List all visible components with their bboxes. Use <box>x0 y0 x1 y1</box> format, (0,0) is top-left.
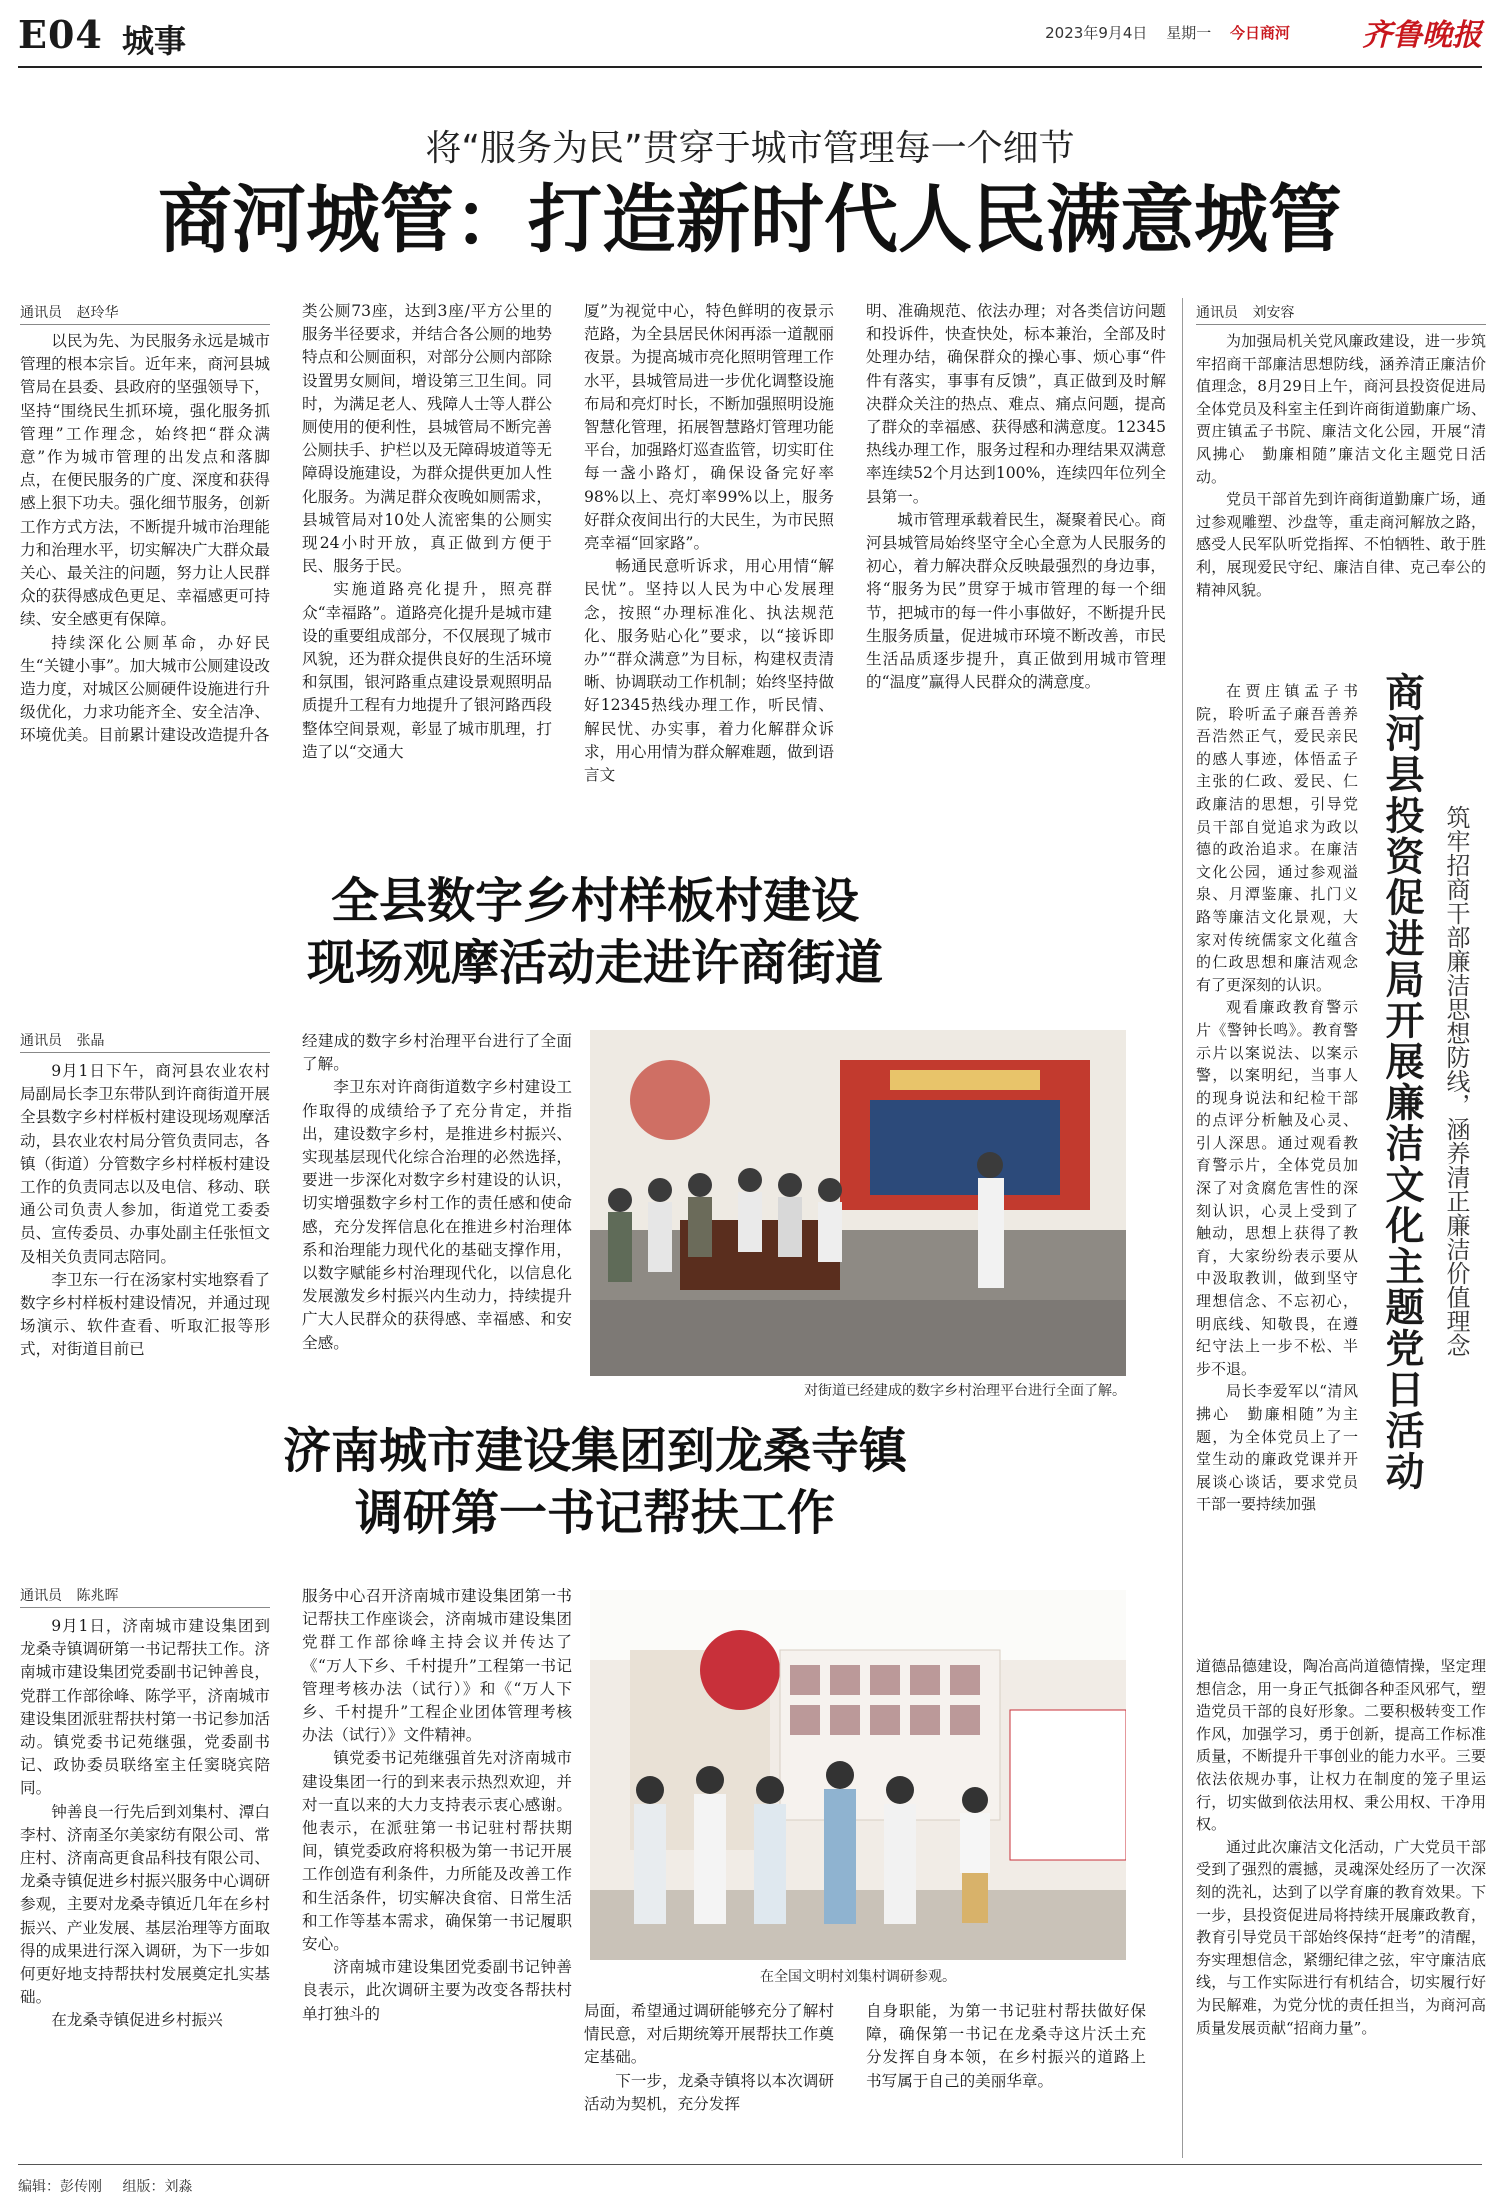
jinan-column-2 <box>302 1585 572 2155</box>
jinan-headline-line-1: 济南城市建设集团到龙桑寺镇 <box>282 1423 907 1479</box>
clean-byline <box>1196 302 1486 325</box>
paragraph: 局面，希望通过调研能够充分了解村情民意，对后期统筹开展帮扶工作奠定基础。 <box>584 2002 834 2067</box>
jinan-byline <box>20 1585 270 1608</box>
jinan-column-4 <box>866 2000 1146 2155</box>
clean-headline-vertical: 商河县投资促进局开展廉洁文化主题党日活动 <box>1379 672 1425 1492</box>
dateline <box>1045 22 1290 43</box>
byline-label: 通讯员 <box>20 305 62 321</box>
paragraph: 以民为先、为民服务永远是城市管理的根本宗旨。近年来，商河县城管局在县委、县政府的坚强领导下，坚持“围绕民生抓环境，强化服务抓管理”工作理念，始终把“群众满意”作为城市管理的出发点和落脚点，在便民服务的广度、深度和获得感上狠下功夫。强化细节服务，创新工作方式方法，不断提升城市治理能力和治理水平，切实解决广大群众最关心、最关注的问题，努力让人民群众的获得感成色更足、幸福感更可持续、安全感更有保障。 <box>20 332 270 629</box>
paragraph: 下一步，龙桑寺镇将以本次调研活动为契机，充分发挥 <box>584 2071 834 2113</box>
paragraph: 在贾庄镇孟子书院，聆听孟子亷吾善养吾浩然正气，爱民亲民的感人事迹，体悟孟子主张的仁政、爱民、仁政廉洁的思想，引导党员干部自觉追求为政以德的政治追求。在廉洁文化公园，通过参观溢泉、月潭鉴廉、扎门义路等廉洁文化景观，大家对传统儒家文化蕴含的仁政思想和廉洁观念有了更深刻的认识。 <box>1196 682 1358 994</box>
clean-subtitle-vertical: 筑牢招商干部廉洁思想防线，涵养清正廉洁价值理念 <box>1442 805 1470 1357</box>
byline-name: 陈兆晖 <box>76 1588 119 1604</box>
paragraph: 持续深化公厕革命，办好民生“关键小事”。加大城市公厕建设改造力度，对城区公厕硬件设施进行升级优化，力求功能齐全、安全洁净、环境优美。目前累计建设改造提升各 <box>20 633 270 745</box>
jinan-photo <box>590 1590 1126 1960</box>
date: 2023年9月4日 <box>1045 24 1148 42</box>
byline-name: 张晶 <box>76 1033 105 1049</box>
lead-byline <box>20 302 270 325</box>
paragraph: 9月1日下午，商河县农业农村局副局长李卫东带队到许商街道开展全县数字乡村样板村建设现场观摩活动，县农业农村局分管负责同志，各镇（街道）分管数字乡村样板村建设工作的负责同志以及电信、移动、联通公司负责人参加，街道党工委委员、宣传委员、办事处副主任张恒文及相关负责同志陪同。 <box>20 1062 270 1266</box>
paragraph: 服务中心召开济南城市建设集团第一书记帮扶工作座谈会，济南城市建设集团党群工作部徐峰主持会议并传达了《“万人下乡、千村提升”工程第一书记管理考核办法（试行）》和《“万人下乡、千村提升”工程企业团体管理考核办法（试行）》文件精神。 <box>302 1587 572 1745</box>
byline-label: 通讯员 <box>20 1588 62 1604</box>
lead-column-4 <box>866 300 1166 848</box>
edition-name: 今日商河 <box>1229 24 1290 42</box>
paragraph: 镇党委书记苑继强首先对济南城市建设集团一行的到来表示热烈欢迎，并对一直以来的大力支持表示衷心感谢。他表示，在派驻第一书记驻村帮扶期间，镇党委政府将积极为第一书记开展工作创造有利条件，力所能及改善工作和生活条件，切实解决食宿、日常生活和工作等基本需求，确保第一书记履职安心。 <box>302 1749 572 1954</box>
paragraph: 李卫东对许商街道数字乡村建设工作取得的成绩给予了充分肯定，并指出，建设数字乡村，是推进乡村振兴、实现基层现代化综合治理的必然选择，要进一步深化对数字乡村建设的认识，切实增强数字乡村工作的责任感和使命感，充分发挥信息化在推进乡村治理体系和治理能力现代化的基础支撑作用，以数字赋能乡村治理现代化，以信息化发展激发乡村振兴内生动力，持续提升广大人民群众的获得感、幸福感、和安全感。 <box>302 1078 572 1352</box>
village-headline-line-1: 全县数字乡村样板村建设 <box>330 873 859 929</box>
paragraph: 道德品德建设，陶冶高尚道德情操，坚定理想信念，用一身正气抵御各种歪风邪气，塑造党员干部的良好形象。二要积极转变工作作风，加强学习，勇于创新，提高工作标准质量，不断提升干事创业的能力水平。三要依法依规办事，让权力在制度的笼子里运行，切实做到依法用权、秉公用权、干净用权。 <box>1196 1657 1486 1834</box>
paragraph: 城市管理承载着民生，凝聚着民心。商河县城管局始终坚守全心全意为人民服务的初心，着力解决群众反映最强烈的身边事，将“服务为民”贯穿于城市管理的每一个细节，把城市的每一件小事做好，不断提升民生服务质量，促进城市环境不断改善，市民生活品质逐步提升，真正做到用城市管理的“温度”赢得人民群众的满意度。 <box>866 510 1166 692</box>
paragraph: 李卫东一行在汤家村实地察看了数字乡村样板村建设情况，并通过现场演示、软件查看、听取汇报等形式，对街道目前已 <box>20 1270 270 1359</box>
byline-label: 通讯员 <box>1196 305 1238 321</box>
layout-credit: 组版：刘淼 <box>122 2179 193 2195</box>
paragraph: 济南城市建设集团党委副书记钟善良表示，此次调研主要为改变各帮扶村单打独斗的 <box>302 1958 572 2023</box>
paragraph: 在龙桑寺镇促进乡村振兴 <box>51 2011 223 2030</box>
weekday: 星期一 <box>1166 24 1212 42</box>
section-name: 城事 <box>122 22 187 60</box>
jinan-column-3 <box>584 2000 834 2155</box>
clean-bottom-text <box>1196 1655 1486 2155</box>
jinan-headline <box>20 1420 1170 1544</box>
page-number: E04 <box>18 12 103 57</box>
lead-column-2 <box>302 300 552 848</box>
column-rule <box>1182 298 1183 2158</box>
village-headline-line-2: 现场观摩活动走进许商街道 <box>306 935 883 991</box>
paragraph: 通过此次廉洁文化活动，广大党员干部受到了强烈的震撼，灵魂深处经历了一次深刻的洗礼，达到了以学育廉的教育效果。下一步，县投资促进局将持续开展廉政教育，教育引导党员干部始终保持“赶考”的清醒，夯实理想信念，紧绷纪律之弦，牢守廉洁底线，与工作实际进行有机结合，切实履行好为民解难，为党分忧的责任担当，为商河高质量发展贡献“招商力量”。 <box>1196 1837 1486 2037</box>
village-column-2 <box>302 1030 572 1400</box>
jinan-headline-line-2: 调研第一书记帮扶工作 <box>354 1485 835 1541</box>
village-photo <box>590 1030 1126 1376</box>
village-column-1 <box>20 1060 270 1400</box>
byline-label: 通讯员 <box>20 1033 62 1049</box>
byline-name: 赵玲华 <box>76 305 119 321</box>
clean-top-text <box>1196 330 1486 675</box>
paragraph: 经建成的数字乡村治理平台进行了全面了解。 <box>302 1032 572 1074</box>
editor-credit: 编辑：彭传刚 <box>18 2179 102 2195</box>
village-byline <box>20 1030 270 1053</box>
paragraph: 类公厕73座，达到3座/平方公里的服务半径要求，并结合各公厕的地势特点和公厕面积，对部分公厕内部除设置男女厕间，增设第三卫生间。同时，为满足老人、残障人士等人群公厕使用的便利性，县城管局不断完善公厕扶手、护栏以及无障碍坡道等无障碍设施建设，为群众提供更加人性化服务。为满足群众夜晚如厕需求，县城管局对10处人流密集的公厕实现24小时开放，真正做到方便于民、服务于民。 <box>302 302 552 576</box>
paragraph: 自身职能，为第一书记驻村帮扶做好保障，确保第一书记在龙桑寺这片沃土充分发挥自身本领，在乡村振兴的道路上书写属于自己的美丽华章。 <box>866 2002 1146 2090</box>
paragraph: 明、准确规范、依法办理；对各类信访问题和投诉件，快查快处，标本兼治，全部及时处理办结，确保群众的操心事、烦心事“件件有落实，事事有反馈”，真正做到及时解决群众关注的热点、难点、痛点问题，提高了群众的幸福感、获得感和满意度。12345热线办理工作，服务过程和办理结果双满意率连续52个月达到100%，连续四年位列全县第一。 <box>866 302 1166 506</box>
clean-narrow-text <box>1196 680 1358 1650</box>
lead-kicker: 将“服务为民”贯穿于城市管理每一个细节 <box>425 128 1075 169</box>
paragraph: 党员干部首先到许商街道勤廉广场，通过参观雕塑、沙盘等，重走商河解放之路，感受人民军队听党指挥、不怕牺牲、敢于胜利，展现爱民守纪、廉洁自律、克己奉公的精神风貌。 <box>1196 490 1486 599</box>
lead-column-1 <box>20 330 270 850</box>
masthead-rule <box>18 66 1482 68</box>
paragraph: 观看廉政教育警示片《警钟长鸣》。教育警示片以案说法、以案示警，以案明纪，当事人的现身说法和纪检干部的点评分析触及心灵、引人深思。通过观看教育警示片，全体党员加深了对贪腐危害性的深刻认识，心灵上受到了触动，思想上获得了教育，大家纷纷表示要从中汲取教训，做到坚守理想信念、不忘初心，明底线、知敬畏，在遵纪守法上一步不松、半步不退。 <box>1196 998 1358 1378</box>
paragraph: 局长李爱军以“清风拂心 勤廉相随”为主题，为全体党员上了一堂生动的廉政党课并开展谈心谈话，要求党员干部一要持续加强 <box>1196 1382 1358 1514</box>
jinan-photo-caption: 在全国文明村刘集村调研参观。 <box>760 1969 956 1985</box>
paragraph: 9月1日，济南城市建设集团到龙桑寺镇调研第一书记帮扶工作。济南城市建设集团党委副书记钟善良，党群工作部徐峰、陈学平，济南城市建设集团派驻帮扶村第一书记参加活动。镇党委书记苑继强，党委副书记、政协委员联络室主任窦晓宾陪同。 <box>20 1617 270 1798</box>
village-photo-caption: 对街道已经建成的数字乡村治理平台进行全面了解。 <box>804 1383 1126 1399</box>
lead-headline: 商河城管：打造新时代人民满意城管 <box>158 177 1342 263</box>
jinan-column-1 <box>20 1615 270 2155</box>
paragraph: 畅通民意听诉求，用心用情“解民忧”。坚持以人民为中心发展理念，按照“办理标准化、执法规范化、服务贴心化”要求，以“接诉即办”“群众满意”为目标，构建权责清晰、协调联动工作机制；始终坚持做好12345热线办理工作，听民情、解民忧、办实事，着力化解群众诉求，用心用情为群众解难题，做到语言文 <box>584 557 834 785</box>
paragraph: 厦”为视觉中心，特色鲜明的夜景示范路，为全县居民休闲再添一道靓丽夜景。为提高城市亮化照明管理工作水平，县城管局进一步优化调整设施布局和亮灯时长，不断加强照明设施智慧化管理，拓展智慧路灯管理功能平台，加强路灯巡查监管，切实盯住每一盏小路灯，确保设备完好率98%以上、亮灯率99%以上，服务好群众夜间出行的大民生，为市民照亮幸福“回家路”。 <box>584 302 834 553</box>
paragraph: 实施道路亮化提升，照亮群众“幸福路”。道路亮化提升是城市建设的重要组成部分，不仅展现了城市风貌，还为群众提供良好的生活环境和氛围，银河路重点建设景观照明品质提升工程有力地提升了银河路西段整体空间景观，彰显了城市肌理，打造了以“交通大 <box>302 580 552 761</box>
newspaper-logo: 齐鲁晚报 <box>1362 18 1482 53</box>
footer-credits <box>18 2176 192 2196</box>
byline-name: 刘安容 <box>1252 305 1295 321</box>
paragraph: 钟善良一行先后到刘集村、潭白李村、济南圣尔美家纺有限公司、常庄村、济南高更食品科技有限公司、龙桑寺镇促进乡村振兴服务中心调研参观，主要对龙桑寺镇近几年在乡村振兴、产业发展、基层治理等方面取得的成果进行深入调研，为下一步如何更好地支持帮扶村发展奠定扎实基础。 <box>20 1802 270 2007</box>
lead-column-3 <box>584 300 834 848</box>
footer-rule <box>18 2164 1482 2165</box>
paragraph: 为加强局机关党风廉政建设，进一步筑牢招商干部廉洁思想防线，涵养清正廉洁价值理念，8月29日上午，商河县投资促进局全体党员及科室主任到许商街道勤廉广场、贾庄镇孟子书院、廉洁文化公园，开展“清风拂心 勤廉相随”廉洁文化主题党日活动。 <box>1196 332 1486 486</box>
village-headline <box>20 870 1170 994</box>
